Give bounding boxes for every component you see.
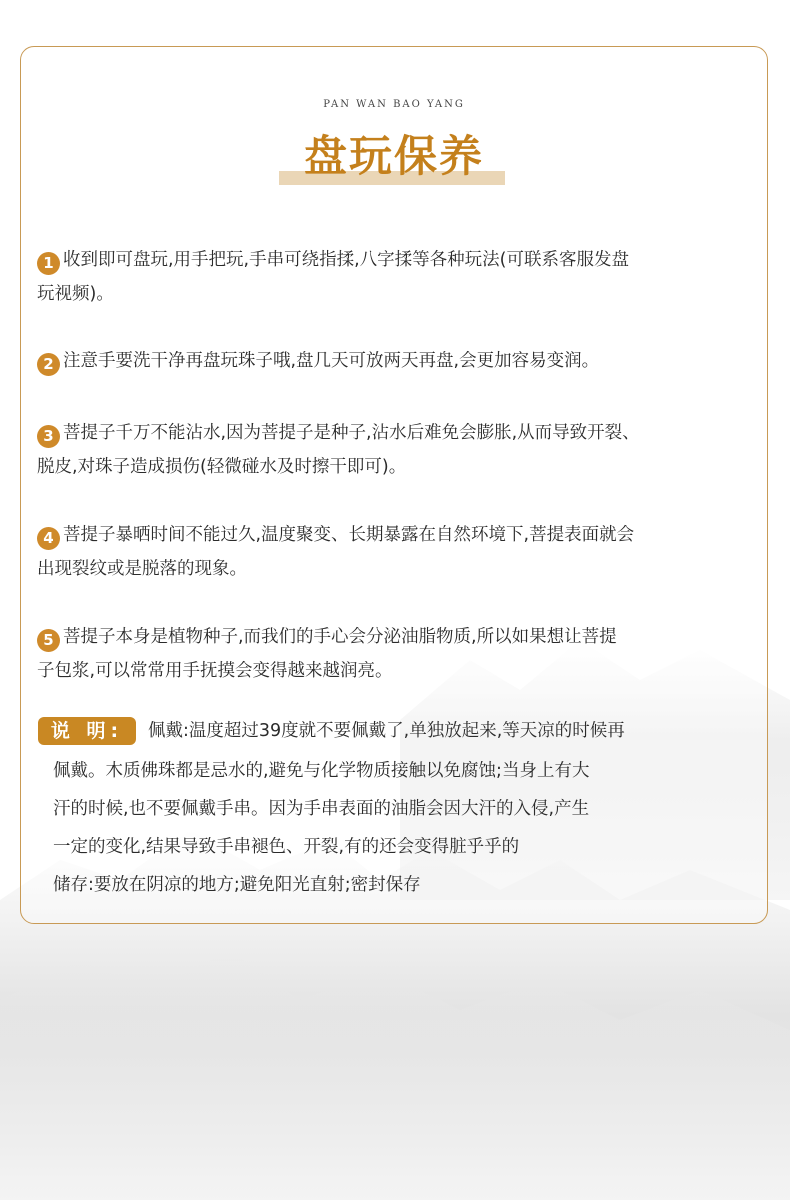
care-card: [20, 46, 768, 924]
title-block: [21, 123, 767, 193]
note-text: 储存:要放在阴凉的地方;避免阳光直射;密封保存: [53, 875, 421, 895]
note-text: 佩戴:温度超过39度就不要佩戴了,单独放起来,等天凉的时候再: [148, 721, 625, 741]
note-text: 一定的变化,结果导致手串褪色、开裂,有的还会变得脏乎乎的: [53, 837, 520, 857]
number-badge: 5: [37, 629, 60, 652]
number-badge: 4: [37, 527, 60, 550]
page-title: 盘玩保养: [304, 132, 484, 182]
note-label-badge: 说 明:: [38, 717, 136, 745]
item-text: 菩提子千万不能沾水,因为菩提子是种子,沾水后难免会膨胀,从而导致开裂、: [63, 423, 640, 443]
number-badge: 1: [37, 252, 60, 275]
list-item: [37, 518, 759, 586]
item-text: 收到即可盘玩,用手把玩,手串可绕指揉,八字揉等各种玩法(可联系客服发盘: [63, 250, 630, 270]
list-item: [37, 620, 759, 688]
note-text: 汗的时候,也不要佩戴手串。因为手串表面的油脂会因大汗的入侵,产生: [53, 799, 590, 819]
note-text: 佩戴。木质佛珠都是忌水的,避免与化学物质接触以免腐蚀;当身上有大: [53, 761, 590, 781]
item-text: 注意手要洗干净再盘玩珠子哦,盘几天可放两天再盘,会更加容易变润。: [63, 351, 600, 371]
item-text: 子包浆,可以常常用手抚摸会变得越来越润亮。: [37, 661, 393, 681]
item-text: 菩提子暴晒时间不能过久,温度聚变、长期暴露在自然环境下,菩提表面就会: [63, 525, 635, 545]
list-item: [37, 344, 759, 378]
number-badge: 3: [37, 425, 60, 448]
item-text: 菩提子本身是植物种子,而我们的手心会分泌油脂物质,所以如果想让菩提: [63, 627, 617, 647]
page-subtitle: PAN WAN BAO YANG: [323, 99, 465, 110]
item-text: 玩视频)。: [37, 284, 114, 304]
item-text: 出现裂纹或是脱落的现象。: [37, 559, 247, 579]
list-item: [37, 416, 759, 484]
list-item: [37, 243, 759, 311]
item-text: 脱皮,对珠子造成损伤(轻微碰水及时擦干即可)。: [37, 457, 407, 477]
number-badge: 2: [37, 353, 60, 376]
